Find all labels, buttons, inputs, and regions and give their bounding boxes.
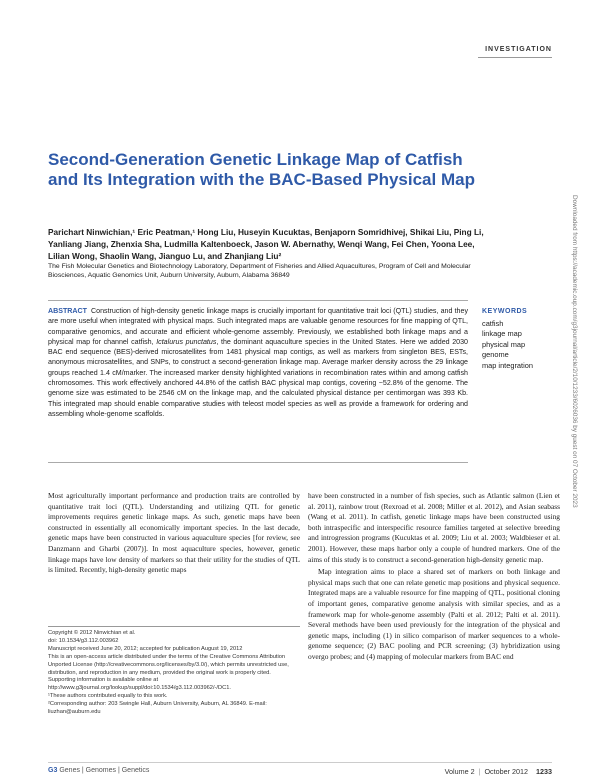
keyword-item: linkage map <box>482 329 522 338</box>
page-number: 1233 <box>536 767 552 776</box>
download-watermark: Downloaded from https://academic.oup.com/g3journal/article/2/10/1233/6026036 by guest on 07 October 2023 <box>571 195 578 508</box>
footnote-equal: ¹These authors contributed equally to this work. <box>48 693 168 700</box>
footnotes <box>48 630 300 717</box>
keyword-item: genome <box>482 350 509 359</box>
journal-logo <box>48 767 149 774</box>
section-label: INVESTIGATION <box>485 46 552 53</box>
keywords-box <box>482 307 562 371</box>
abstract-text-a: Construction of high-density genetic linkage maps is crucially important for quantitative trait loci (QTL) studies, and they are more useful when integrated with physical maps. Such integrated maps are valuable genome resources for fine mapping of QTL, comparative genomics, and accurate and efficient whole-genome assembly. Previously, we established both linkage maps and a physical map for channel catfish, <box>48 307 468 346</box>
keyword-item: physical map <box>482 339 526 349</box>
article-title: Second-Generation Genetic Linkage Map of Catfish and Its Integration with the BAC-Based Physical Map <box>48 150 475 189</box>
footnote-doi: doi: 10.1534/g3.112.003962 <box>48 637 119 644</box>
body-paragraph: Most agriculturally important performance and production traits are controlled by quantitative trait loci (QTL). Understanding and utilizing QTL for genetic improvements requires genetic linkage maps. As such, genetic maps have been constructed in essentially all economically important species. In the last decade, genetic maps have been constructed in various aquaculture species [for review, see Danzmann and Gharbi (2007)]. In most aquaculture species, however, genetic linkage maps have low density of markers so that their utility for the studies of QTL is limited. Recently, high-density genetic maps <box>48 491 300 575</box>
body-column-left <box>48 491 300 578</box>
journal-logo-text: Genes | Genomes | Genetics <box>59 767 150 774</box>
keyword-item: catfish <box>482 318 504 328</box>
page-info <box>445 767 552 776</box>
separator: | <box>478 767 481 776</box>
footer-rule <box>48 762 552 763</box>
abstract-label: ABSTRACT <box>48 307 88 315</box>
volume: Volume 2 <box>444 767 475 776</box>
footnote-license: This is an open-access article distributed under the terms of the Creative Commons Attribution Unported License (http://creativecommons.org/licenses/by/3.0/), which permits unrestricted use, distribution, and reproduction in any medium, provided the original work is properly cited. <box>48 653 289 676</box>
abstract-bottom-rule <box>48 462 468 463</box>
footnote-received: Manuscript received June 20, 2012; accepted for publication August 19, 2012 <box>48 645 243 652</box>
footnote-corresponding: ²Corresponding author: 203 Swingle Hall, Auburn University, Auburn, AL 36849. E-mail: liuzhan@auburn.edu <box>48 701 267 716</box>
footnote-copyright: Copyright © 2012 Ninwichian et al. <box>48 630 136 636</box>
footnote-supporting: Supporting information is available online at http://www.g3journal.org/lookup/suppl/doi:10.1534/g3.112.003962/-/DC1. <box>48 677 231 692</box>
keywords-heading: KEYWORDS <box>482 308 528 315</box>
keyword-item: map integration <box>482 360 533 370</box>
body-paragraph: Map integration aims to place a shared set of markers on both linkage and physical maps such that one can relate genetic map positions and physical sequence. Integrated maps are a valuable resource for fine mapping of QTL, positional cloning of important genes, comparative genome analysis with similar species, and as a framework map for whole-genome assembly (Palti et al. 2012; Palti et al. 2011). Several methods have been used previously for the integration of the physical and genetic maps, including (1) in silico comparison of marker sequences to a whole-genome sequence; (2) BAC pooling and PCR screening; (3) hybridization using overgo probes; and (4) mapping of molecular markers from BAC end <box>308 567 560 661</box>
abstract-species: Ictalurus punctatus <box>156 337 217 346</box>
body-column-right <box>308 491 560 665</box>
g3-logo: G3 <box>48 767 58 774</box>
abstract <box>48 306 468 419</box>
header-rule <box>478 57 552 58</box>
issue-date: October 2012 <box>484 767 528 776</box>
affiliation: The Fish Molecular Genetics and Biotechnology Laboratory, Department of Fisheries and Allied Aquacultures, Program of Cell and Molecular Biosciences, Aquatic Genomics Unit, Auburn University, Auburn, Alabama 36849 <box>48 263 471 279</box>
abstract-top-rule <box>48 300 468 301</box>
abstract-text-b: , the dominant aquaculture species in the United States. Here we added 2030 BAC end sequence (BES)-derived microsatellites from 1481 physical map contigs, as well as markers from singleton BES, ESTs, anonymous microsatellites, and SNPs, to construct a second-generation linkage map. Average marker density across the 29 linkage groups reached 1.4 cM/marker. The increased marker density highlighted variations in recombination rates within and among catfish chromosomes. This work effectively anchored 44.8% of the catfish BAC physical map contigs, covering ~52.8% of the genome. The genome size was estimated to be 2546 cM on the linkage map, and the calculated physical distance per centimorgan was 393 Kb. This integrated map should enable comparative studies with teleost model species as well as provide a framework for ordering and assembling whole-genome scaffolds. <box>48 337 468 418</box>
author-list: Parichart Ninwichian,¹ Eric Peatman,¹ Hong Liu, Huseyin Kucuktas, Benjaporn Somridhivej, Shikai Liu, Ping Li, Yanliang Jiang, Zhenxia Sha, Ludmilla Kaltenboeck, Jason W. Abernathy, Wenqi Wang, Fei Chen, Yoona Lee, Lilian Wong, Shaolin Wang, Jianguo Lu, and Zhanjiang Liu² <box>48 227 484 261</box>
body-paragraph: have been constructed in a number of fish species, such as Atlantic salmon (Lien et al. 2011), rainbow trout (Rexroad et al. 2008; Miller et al. 2012), and Asian seabass (Wang et al. 2011). In catfish, genetic linkage maps have been constructed using both intraspecific and interspecific resource families targeted at selective breeding and introgression programs (Kucuktas et al. 2009; Liu et al. 2003; Waldbieser et al. 2001). However, these maps harbor only a couple of hundred markers. One of the aims of this study is to construct a second-generation high-density genetic map. <box>308 491 560 564</box>
footnote-rule <box>48 626 300 627</box>
